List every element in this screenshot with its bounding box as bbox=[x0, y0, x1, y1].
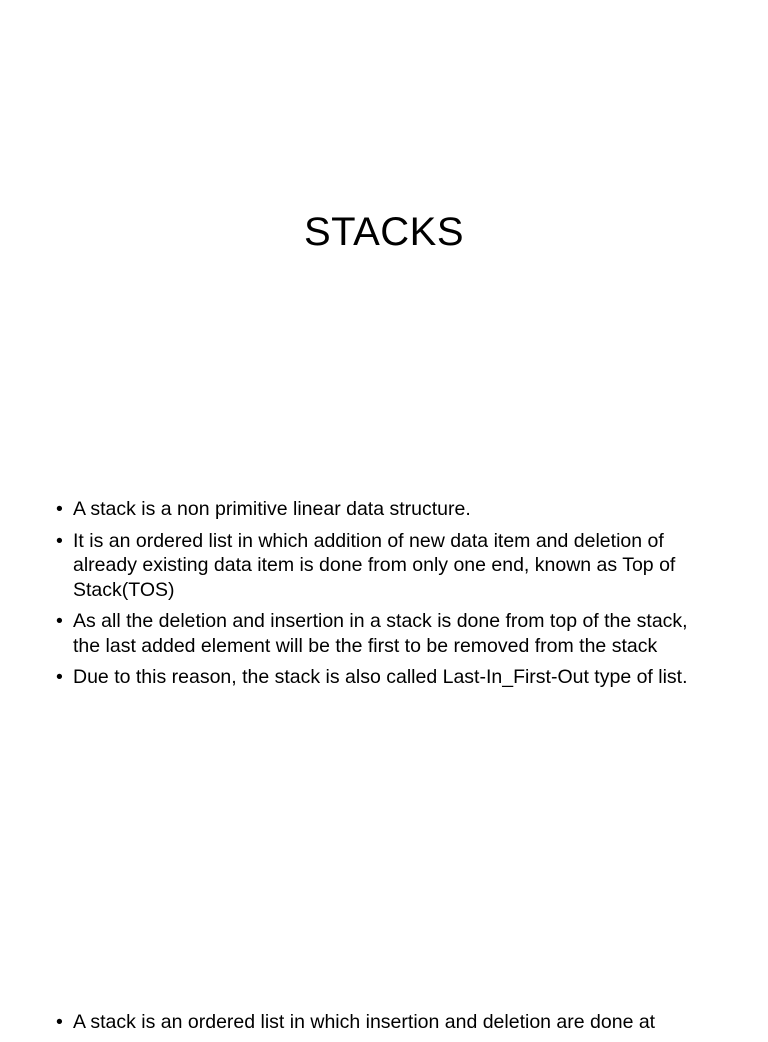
bullet-marker: • bbox=[56, 498, 63, 520]
list-item bbox=[56, 609, 716, 658]
bullet-marker: • bbox=[56, 1011, 63, 1033]
list-item bbox=[56, 1010, 716, 1035]
bullet-list bbox=[56, 497, 716, 697]
bullet-text: Due to this reason, the stack is also called Last-In_First-Out type of list. bbox=[73, 666, 688, 688]
bullet-marker: • bbox=[56, 529, 63, 552]
bullet-text: A stack is an ordered list in which insertion and deletion are done at bbox=[73, 1011, 656, 1033]
bullet-marker: • bbox=[56, 610, 63, 632]
next-slide-bullet-list bbox=[56, 1010, 716, 1042]
list-item bbox=[56, 497, 716, 522]
list-item bbox=[56, 529, 716, 603]
bullet-marker: • bbox=[56, 666, 63, 688]
bullet-text: A stack is a non primitive linear data structure. bbox=[73, 498, 471, 520]
list-item bbox=[56, 665, 716, 690]
bullet-text: It is an ordered list in which addition of new data item and deletion of already existing data item is done from only one end, known as Top of Stack(TOS) bbox=[73, 529, 676, 601]
bullet-text: As all the deletion and insertion in a stack is done from top of the stack, the last added element will be the first to be removed from the stack bbox=[73, 610, 688, 657]
page-title: STACKS bbox=[303, 210, 465, 254]
